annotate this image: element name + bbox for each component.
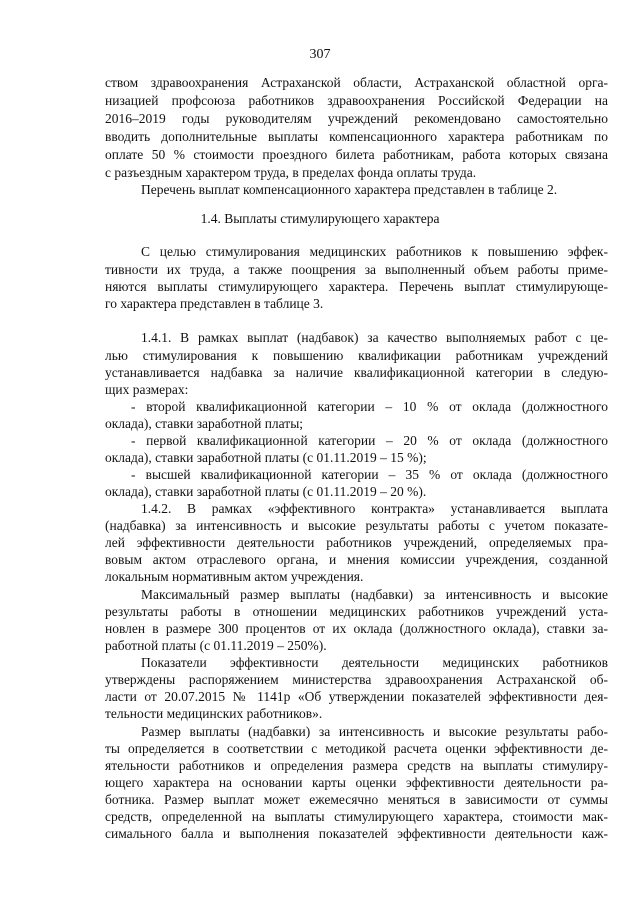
text-line: оклада), ставки заработной платы (с 01.11.2019 – 15 %);: [105, 450, 427, 465]
text-line: результаты работы в отношении медицинских работников учреждений уста-: [105, 604, 608, 619]
text-line: низацией профсоюза работников здравоохранения Российской Федерации на: [105, 93, 608, 108]
text-line: 2016–2019 годы руководителям учреждений рекомендовано самостоятельно: [105, 111, 608, 126]
text-line: тельности медицинских работников».: [105, 706, 323, 721]
text-line: (надбавка) за интенсивность и высокие результаты работы с учетом показате-: [105, 518, 608, 533]
page-number: 307: [309, 47, 331, 62]
text-line: С целью стимулирования медицинских работников к повышению эффек-: [141, 244, 608, 259]
text-line: устанавливается надбавка за наличие квалификационной категории в следую-: [105, 365, 608, 380]
text-line: локальным нормативным актом учреждения.: [105, 569, 364, 584]
text-line: го характера представлен в таблице 3.: [105, 296, 324, 311]
text-line: оклада), ставки заработной платы;: [105, 416, 304, 431]
text-line: лей эффективности деятельности работников учреждений, определяемых пра-: [105, 535, 608, 550]
text-line: утверждены распоряжением министерства здравоохранения Астраханской об-: [105, 672, 608, 687]
text-line: ты определяется в соответствии с методикой расчета оценки эффективности де-: [105, 741, 608, 756]
text-line: с разъездным характером труда, в пределах фонда оплаты труда.: [105, 165, 477, 180]
text-line: лью стимулирования к повышению квалификации работникам учреждений: [105, 348, 608, 363]
text-line: тивности их труда, а также поощрения за выполненный объем работы приме-: [105, 262, 608, 277]
text-line: оплате 50 % стоимости проездного билета работникам, работа которых связана: [105, 147, 608, 162]
text-line: вовым актом отраслевого органа, и мнения комиссии учреждения, созданной: [105, 552, 608, 567]
text-line: новлен в размере 300 процентов от их оклада (должностного оклада), ставки за-: [105, 621, 608, 636]
text-line: работной платы (с 01.11.2019 – 250%).: [105, 638, 327, 653]
text-line: щих размерах:: [105, 382, 189, 397]
text-line: Перечень выплат компенсационного характера представлен в таблице 2.: [141, 182, 558, 197]
text-line: ятельности работников и определения размера средств на выплаты стимулиру-: [105, 758, 608, 773]
text-line: Максимальный размер выплаты (надбавки) за интенсивность и высокие: [141, 587, 608, 602]
section-heading: 1.4. Выплаты стимулирующего характера: [200, 211, 440, 226]
text-line: 1.4.1. В рамках выплат (надбавок) за качество выполняемых работ с це-: [141, 330, 608, 345]
text-line: Размер выплаты (надбавки) за интенсивность и высокие результаты рабо-: [141, 724, 608, 739]
text-line: 1.4.2. В рамках «эффективного контракта» устанавливается выплата: [141, 501, 608, 516]
text-line: няются выплаты стимулирующего характера. Перечень выплат стимулирующе-: [105, 279, 608, 294]
list-item: - второй квалификационной категории – 10 % от оклада (должностного: [131, 399, 608, 414]
text-line: Показатели эффективности деятельности медицинских работников: [141, 655, 608, 670]
text-line: средств, определенной на выплаты стимулирующего характера, стоимости мак-: [105, 809, 608, 824]
list-item: - высшей квалификационной категории – 35 % от оклада (должностного: [131, 467, 608, 482]
text-line: оклада), ставки заработной платы (с 01.11.2019 – 20 %).: [105, 484, 427, 499]
text-line: ботника. Размер выплат может ежемесячно меняться в зависимости от суммы: [105, 792, 608, 807]
text-line: симального балла и выполнения показателей эффективности деятельности каж-: [105, 826, 608, 841]
list-item: - первой квалификационной категории – 20 % от оклада (должностного: [131, 433, 608, 448]
text-line: ласти от 20.07.2015 № 1141р «Об утверждении показателей эффективности дея-: [105, 689, 608, 704]
text-line: вводить дополнительные выплаты компенсационного характера работникам по: [105, 129, 608, 144]
text-line: ющего характера на основании карты оценки эффективности деятельности ра-: [105, 775, 608, 790]
text-line: ством здравоохранения Астраханской области, Астраханской областной орга-: [105, 75, 608, 90]
